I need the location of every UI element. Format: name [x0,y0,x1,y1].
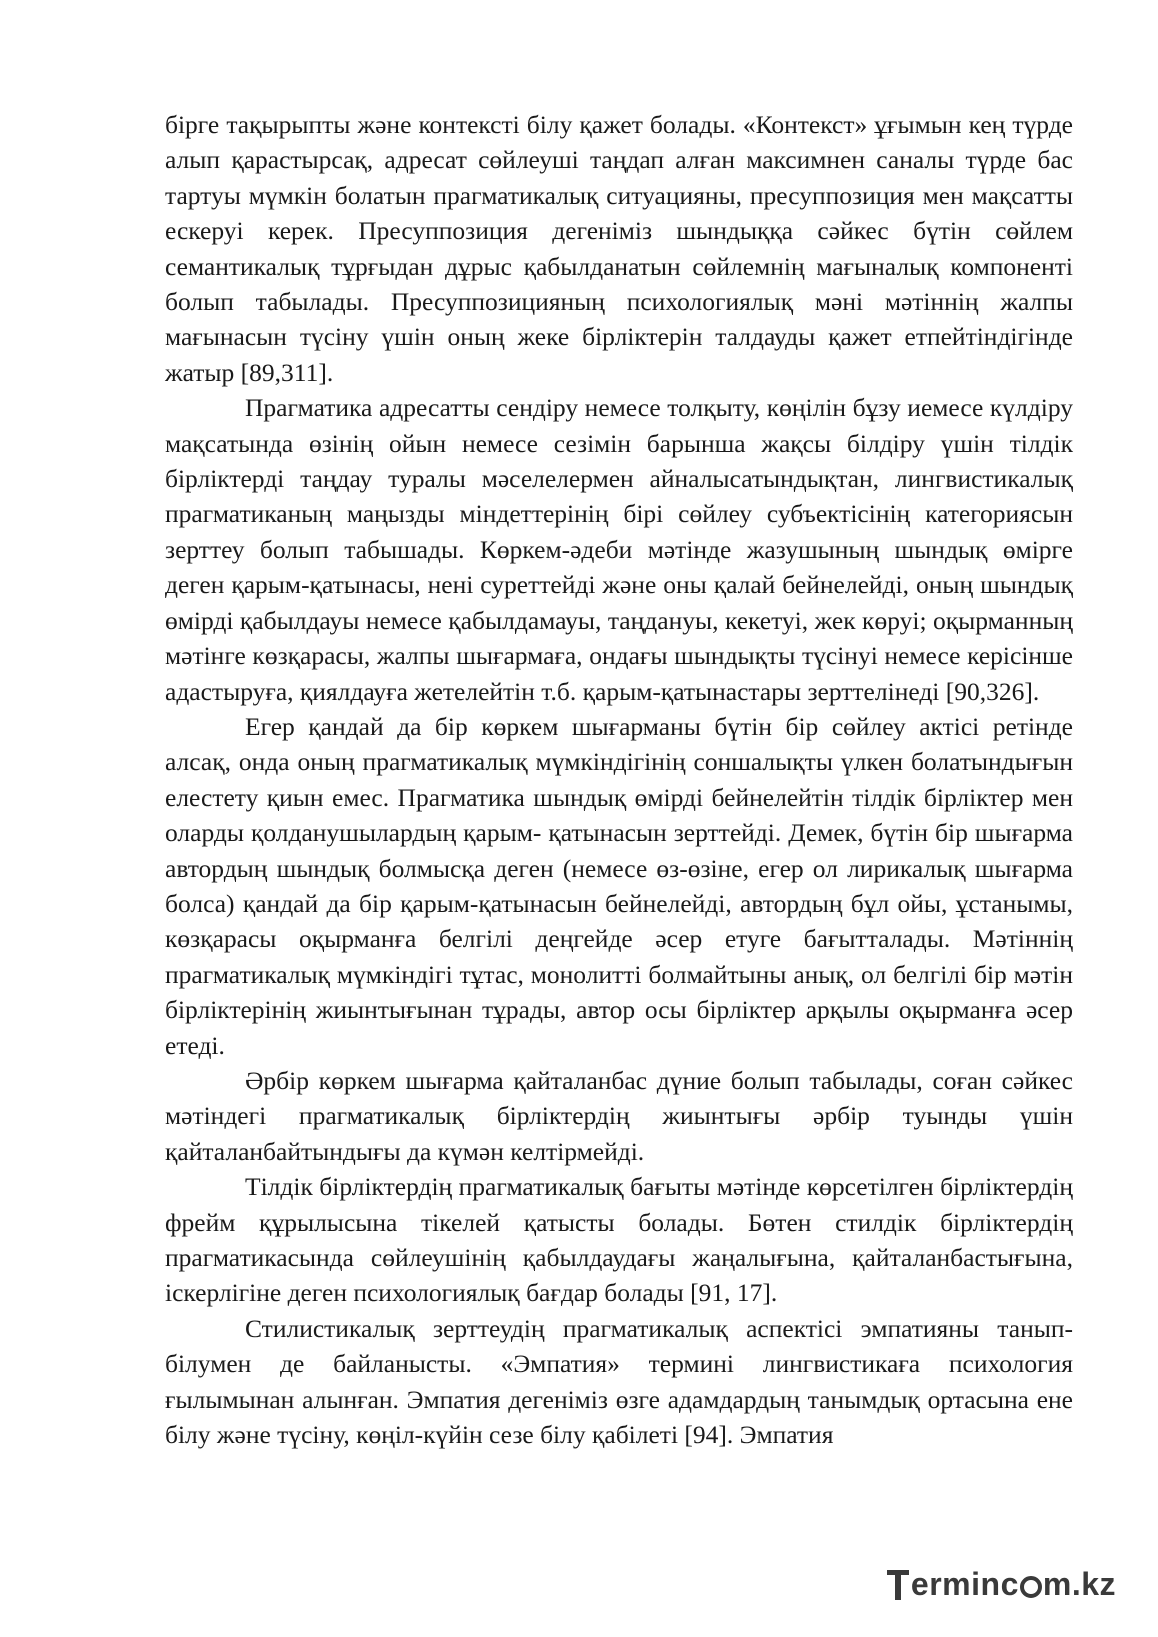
document-body [165,107,1073,1452]
termincom-watermark [887,1566,1116,1603]
o-logo-icon [1020,1576,1042,1598]
watermark-text-part2: c [1000,1566,1019,1602]
t-logo-icon [887,1570,909,1600]
paragraph-3: Егер қандай да бір көркем шығарманы бүтін бір сөйлеу актісі ретінде алсақ, онда оның прагматикалық мүмкіндігінің соншалықты үлкен болатындығын елестету қиын емес. Прагматика шындық өмірді бейнелейтін тілдік бірліктер мен оларды қолданушылардың қарым- қатынасын зерттейді. Демек, бүтін бір шығарма автордың шындық болмысқа деген (немесе өз-өзіне, егер ол лирикалық шығарма болса) қандай да бір қарым-қатынасын бейнелейді, автордың бұл ойы, ұстанымы, көзқарасы оқырманға белгілі деңгейде әсер етуге бағытталады. Мәтіннің прагматикалық мүмкіндігі тұтас, монолитті болмайтыны анық, ол белгілі бір мәтін бірліктерінің жиынтығынан тұрады, автор осы бірліктер арқылы оқырманға әсер етеді. [165,711,1073,1060]
watermark-text-part1: ermin [910,1566,1001,1602]
paragraph-5: Тілдік бірліктердің прагматикалық бағыты мәтінде көрсетілген бірліктердің фрейм құрылысына тікелей қатысты болады. Бөтен стилдік бірліктердің прагматикасында сөйлеушінің қабылдаудағы жаңалығына, қайталанбастығына, іскерлігіне деген психологиялық бағдар болады [91, 17]. [165,1172,1073,1308]
paragraph-2: Прагматика адресатты сендіру немесе толқыту, көңілін бұзу иемесе күлдіру мақсатында өзінің ойын немесе сезімін барынша жақсы білдіру үшін тілдік бірліктерді таңдау туралы мәселелермен айналысатындықтан, лингвистикалық прагматиканың маңызды міндеттерінің бірі сөйлеу субъектісінің категориясын зерттеу болып табышады. Көркем-әдеби мәтінде жазушының шындық өмірге деген қарым-қатынасы, нені суреттейді және оны қалай бейнелейді, оның шындық өмірді қабылдауы немесе қабылдамауы, таңдануы, кекетуі, жек көруі; оқырманның мәтінге көзқарасы, жалпы шығармаға, ондағы шындықты түсінуі немесе керісінше адастыруға, қиялдауға жетелейтін т.б. қарым-қатынастары зерттелінеді [90,326]. [165,393,1073,706]
paragraph-4: Әрбір көркем шығарма қайталанбас дүние болып табылады, соған сәйкес мәтіндегі прагматикалық бірліктердің жиынтығы әрбір туынды үшін қайталанбайтындығы да күмән келтірмейді. [165,1065,1073,1166]
paragraph-1: бірге тақырыпты және контексті білу қажет болады. «Контекст» ұғымын кең түрде алып қарастырсақ, адресат сөйлеуші таңдап алған максимнен саналы түрде бас тартуы мүмкін болатын прагматикалық ситуацияны, пресуппозиция мен мақсатты ескеруі керек. Пресуппозиция дегеніміз шындыққа сәйкес бүтін сөйлем семантикалық тұрғыдан дұрыс қабылданатын сөйлемнің мағыналық компоненті болып табылады. Пресуппозицияның психологиялық мәні мәтіннің жалпы мағынасын түсіну үшін оның жеке бірліктерін талдауды қажет етпейтіндігінде жатыр [89,311]. [165,110,1073,387]
watermark-text-part3: m.kz [1042,1566,1116,1602]
paragraph-6: Стилистикалық зерттеудің прагматикалық аспектісі эмпатияны танып-білумен де байланысты. «Эмпатия» термині лингвистикаға психология ғылымынан алынған. Эмпатия дегеніміз өзге адамдардың танымдық ортасына ене білу және түсіну, көңіл-күйін сезе білу қабілеті [94]. Эмпатия [165,1313,1073,1450]
